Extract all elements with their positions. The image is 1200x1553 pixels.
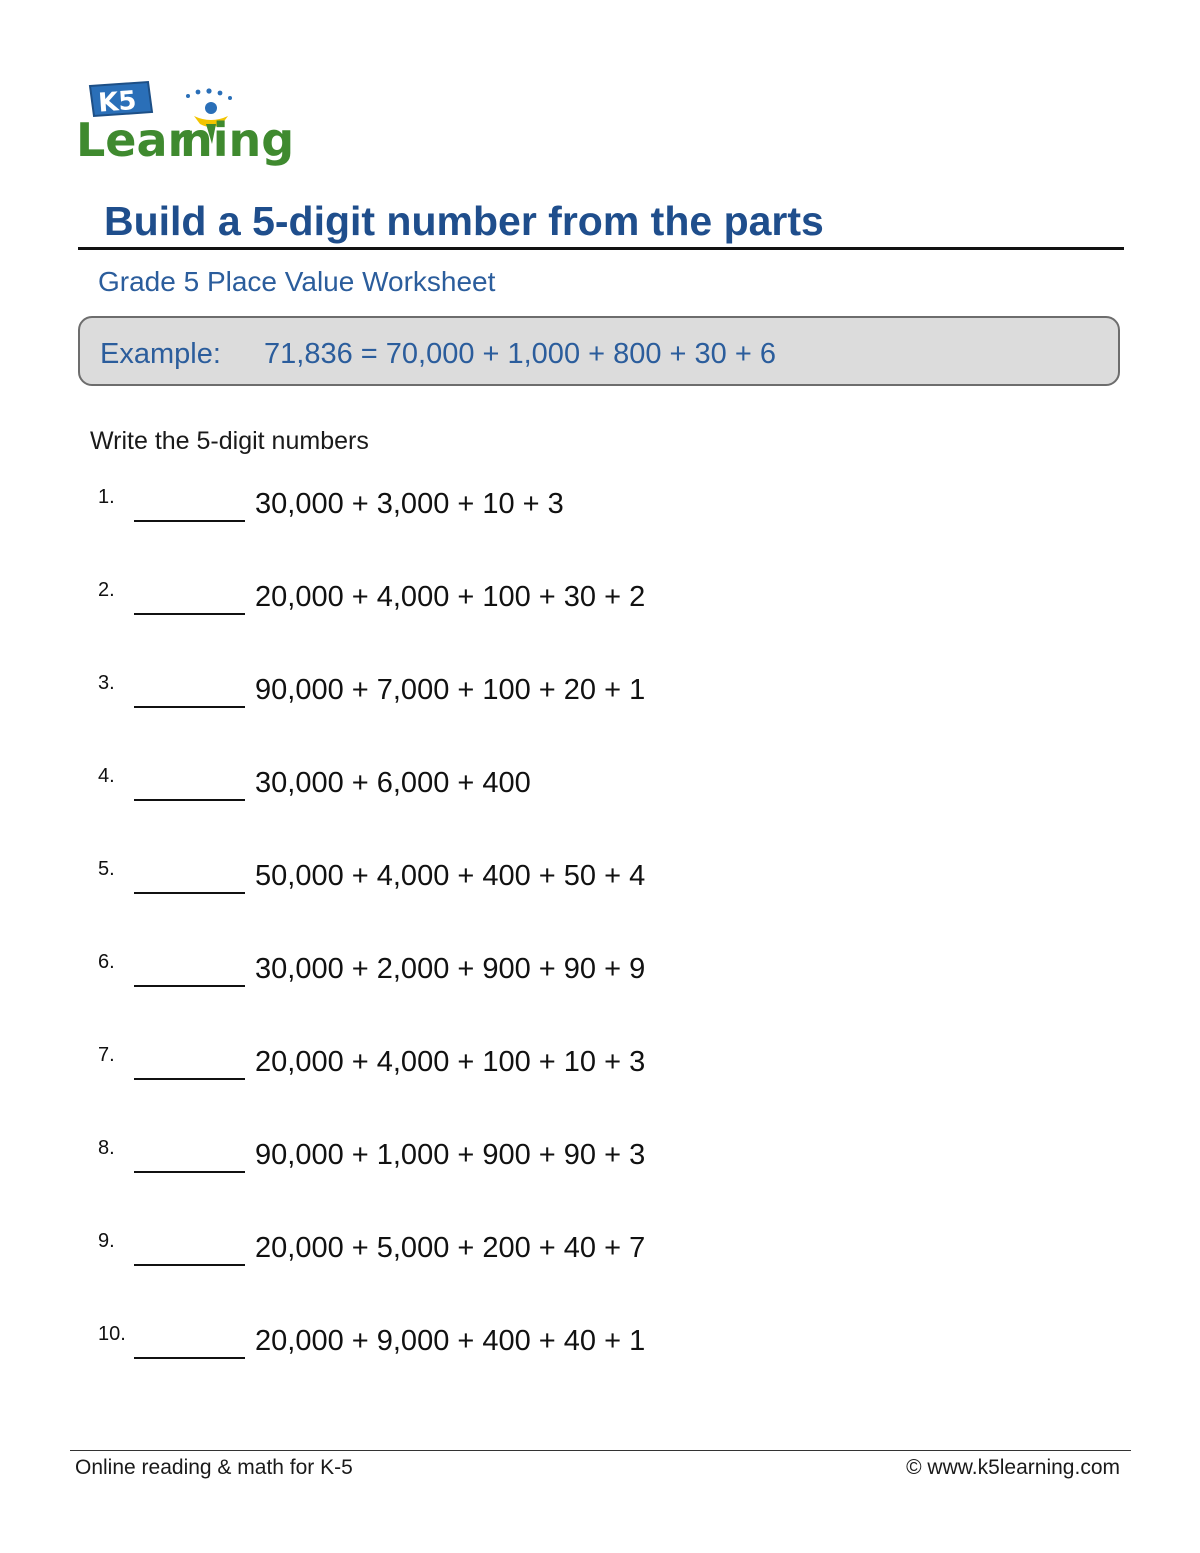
answer-blank[interactable] (134, 613, 245, 615)
problem-expression: 30,000 + 3,000 + 10 + 3 (255, 488, 564, 520)
problem-number: 9. (98, 1230, 115, 1252)
problem-number: 3. (98, 672, 115, 694)
problem-number: 10. (98, 1323, 126, 1345)
answer-blank[interactable] (134, 892, 245, 894)
answer-blank[interactable] (134, 520, 245, 522)
example-box (78, 316, 1120, 386)
problem-number: 7. (98, 1044, 115, 1066)
problem-number: 8. (98, 1137, 115, 1159)
footer-tagline: Online reading & math for K-5 (75, 1456, 353, 1479)
problem-expression: 30,000 + 2,000 + 900 + 90 + 9 (255, 953, 646, 985)
stars-icon (186, 88, 232, 100)
svg-text:ning: ning (180, 113, 295, 167)
answer-blank[interactable] (134, 1171, 245, 1173)
svg-text:Lear: Lear (76, 113, 191, 167)
problem-item (0, 672, 1200, 722)
problem-expression: 20,000 + 9,000 + 400 + 40 + 1 (255, 1325, 646, 1357)
example-label: Example: (100, 338, 221, 370)
problem-item (0, 1323, 1200, 1373)
answer-blank[interactable] (134, 1264, 245, 1266)
answer-blank[interactable] (134, 1078, 245, 1080)
problem-number: 1. (98, 486, 115, 508)
problem-number: 2. (98, 579, 115, 601)
problem-expression: 90,000 + 1,000 + 900 + 90 + 3 (255, 1139, 646, 1171)
problem-number: 6. (98, 951, 115, 973)
page-subtitle: Grade 5 Place Value Worksheet (98, 266, 496, 297)
problem-expression: 20,000 + 4,000 + 100 + 30 + 2 (255, 581, 646, 613)
footer-divider (70, 1450, 1131, 1451)
problem-item (0, 486, 1200, 536)
problem-expression: 20,000 + 5,000 + 200 + 40 + 7 (255, 1232, 646, 1264)
answer-blank[interactable] (134, 985, 245, 987)
problem-expression: 50,000 + 4,000 + 400 + 50 + 4 (255, 860, 646, 892)
example-expression: 71,836 = 70,000 + 1,000 + 800 + 30 + 6 (264, 338, 776, 370)
problem-expression: 20,000 + 4,000 + 100 + 10 + 3 (255, 1046, 646, 1078)
footer-website: © www.k5learning.com (906, 1456, 1120, 1479)
page-title: Build a 5-digit number from the parts (104, 198, 824, 244)
problem-expression: 30,000 + 6,000 + 400 (255, 767, 531, 799)
answer-blank[interactable] (134, 1357, 245, 1359)
problem-number: 4. (98, 765, 115, 787)
title-divider (78, 247, 1124, 250)
instructions: Write the 5-digit numbers (90, 427, 369, 455)
problem-item (0, 765, 1200, 815)
problem-item (0, 1137, 1200, 1187)
problem-item (0, 951, 1200, 1001)
k5-learning-logo (76, 74, 296, 174)
answer-blank[interactable] (134, 706, 245, 708)
problem-item (0, 579, 1200, 629)
problem-item (0, 858, 1200, 908)
problem-number: 5. (98, 858, 115, 880)
svg-text:K5: K5 (97, 85, 138, 119)
answer-blank[interactable] (134, 799, 245, 801)
problem-item (0, 1044, 1200, 1094)
problem-item (0, 1230, 1200, 1280)
problem-expression: 90,000 + 7,000 + 100 + 20 + 1 (255, 674, 646, 706)
